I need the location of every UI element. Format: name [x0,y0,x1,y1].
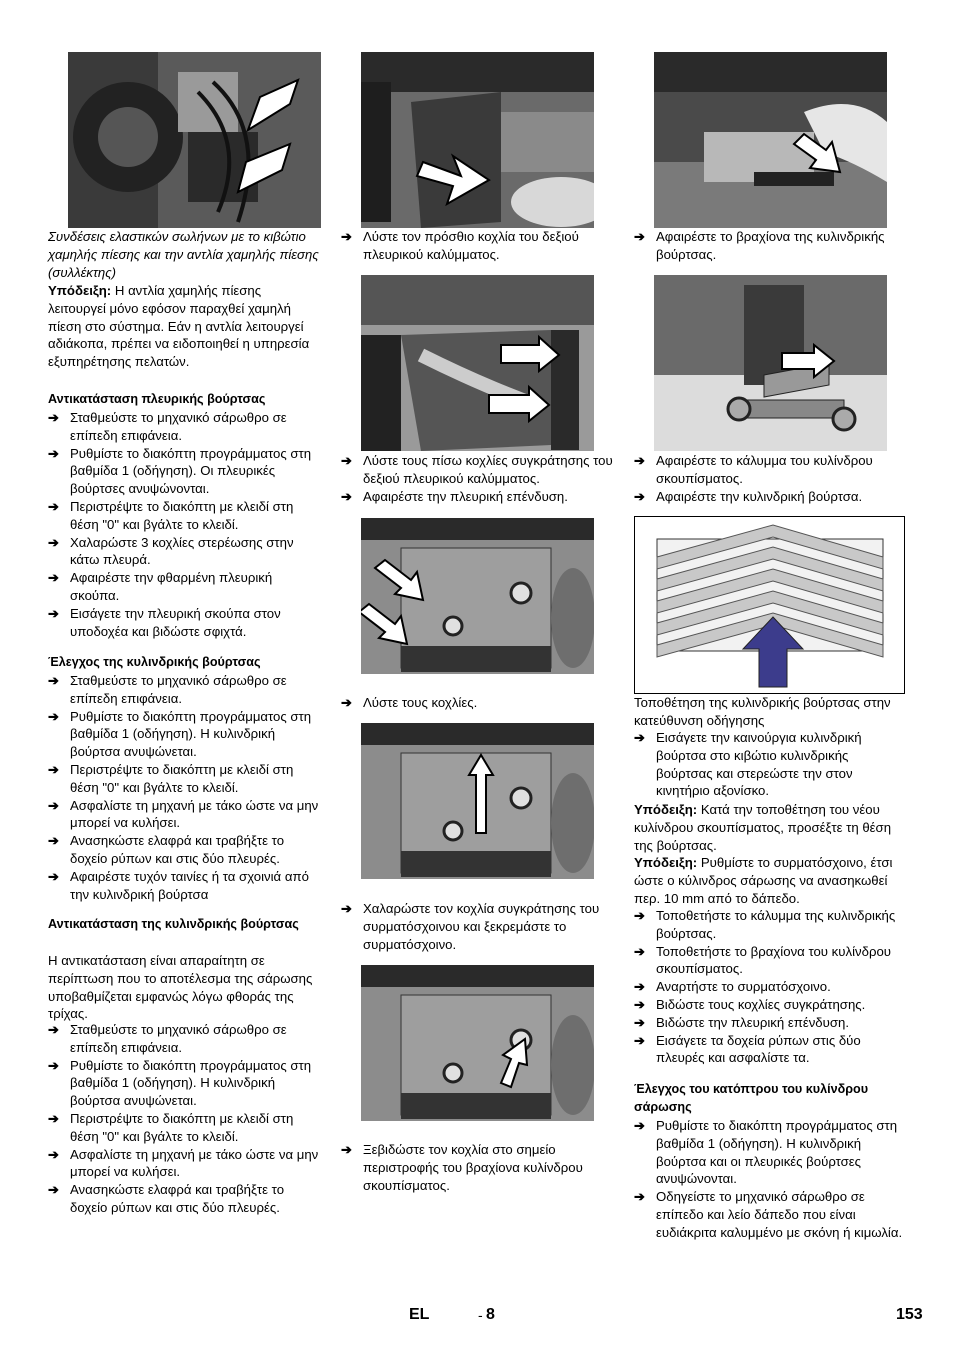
arrow-right-icon: ➔ [634,979,645,995]
figure-caption-hoses: Συνδέσεις ελαστικών σωλήνων με το κιβώτιο χαμηλής πίεσης και την αντλία χαμηλής πίεσης (συλλέκτης) [48,229,319,280]
step-insert-brush [634,729,906,800]
note-text: Ρυθμίστε το συρματόσχοινο, έτσι ώστε ο κύλινδρος σάρωσης να ανασηκωθεί περ. 10 mm από το δάπεδο. [634,855,893,906]
arrow-right-icon: ➔ [634,943,645,959]
step-item: ➔ Σταθμεύστε το μηχανικό σάρωθρο σε επίπεδη επιφάνεια. [48,410,287,443]
arrow-right-icon: ➔ [634,1118,645,1133]
diagram-caption: Τοποθέτηση της κυλινδρικής βούρτσας στην κατεύθυνση οδήγησης [634,695,891,728]
steps-roller-check [48,672,320,903]
photo-remove-arm [654,52,887,228]
arrow-right-icon: ➔ [341,1142,352,1157]
photo-front-screw [361,52,594,228]
step-item: ➔ Βιδώστε τους κοχλίες συγκράτησης. [634,996,866,1012]
note-text: Η αντλία χαμηλής πίεσης λειτουργεί μόνο εφόσον παραχθεί χαμηλή πίεση στο σύστημα. Εάν η αντλία λειτουργεί αδιάκοπα, πρέπει να ειδοποιηθεί η υπηρεσία εξυπηρέτησης πελατών. [48,283,310,370]
arrow-right-icon: ➔ [634,1189,645,1205]
step-item: ➔ Ρυθμίστε το διακόπτη προγράμματος στη βαθμίδα 1 (οδήγηση). Η κυλινδρική βούρτσα ανυψώνεται. [48,708,312,760]
steps-reassembly [634,907,906,1067]
arrow-right-icon: ➔ [48,673,59,688]
arrow-right-icon: ➔ [48,868,59,884]
step-item: ➔ Τοποθετήστε το κάλυμμα της κυλινδρικής βούρτσας. [634,908,896,941]
arrow-right-icon: ➔ [341,901,352,916]
arrow-right-icon: ➔ [634,1014,645,1030]
step-item: ➔ Περιστρέψτε το διακόπτη με κλειδί στη θέση "0" και βγάλτε το κλειδί. [48,1110,294,1144]
step-item: ➔ Αφαιρέστε την φθαρμένη πλευρική σκούπα. [48,570,273,603]
arrow-right-icon: ➔ [48,1110,59,1126]
photo-rear-screws [361,275,594,451]
step-item: ➔ Λύστε τον πρόσθιο κοχλία του δεξιού πλευρικού καλύμματος. [341,229,579,262]
arrow-right-icon: ➔ [341,453,352,468]
arrow-right-icon: ➔ [48,534,59,550]
step-item: ➔ Ανασηκώστε ελαφρά και τραβήξτε το δοχείο ρύπων και στις δύο πλευρές. [48,833,285,866]
footer-separator: - [478,1307,483,1323]
step-item: ➔ Τοποθετήστε το βραχίονα του κυλίνδρου σκουπίσματος. [634,943,891,977]
arrow-right-icon: ➔ [634,996,645,1012]
steps-side-brush [48,409,320,640]
step-item: ➔ Εισάγετε την καινούργια κυλινδρική βούρτσα στο κιβώτιο κυλινδρικής βούρτσας και στερεώστε την στον κινητήριο αξονίσκο. [634,730,862,799]
step-item: ➔ Βιδώστε την πλευρική επένδυση. [634,1014,850,1030]
step-item: ➔ Λύστε τους κοχλίες. [341,695,478,710]
steps-sweep-pattern [634,1117,906,1242]
step-item: ➔ Περιστρέψτε το διακόπτη με κλειδί στη θέση "0" και βγάλτε το κλειδί. [48,761,294,795]
arrow-right-icon: ➔ [48,708,59,724]
step-item: ➔ Αφαιρέστε τυχόν ταινίες ή τα σχοινιά από την κυλινδρική βούρτσα [48,868,309,902]
step-item: ➔ Οδηγείστε το μηχανικό σάρωθρο σε επίπεδο και λείο δάπεδο που είναι ευδιάκριτα καλυμμένο με σκόνη ή κιμωλία. [634,1189,903,1240]
photo-hose-connections [68,52,321,228]
arrow-right-icon: ➔ [48,761,59,777]
steps-roller-replacement [48,1021,320,1217]
step-item: ➔ Αφαιρέστε την κυλινδρική βούρτσα. [634,488,863,504]
note-label: Υπόδειξη: [48,283,112,298]
arrow-right-icon: ➔ [634,730,645,745]
arrow-right-icon: ➔ [48,445,59,461]
note-label: Υπόδειξη: [634,855,698,870]
arrow-right-icon: ➔ [341,695,352,710]
heading-roller-brush-check: Έλεγχος της κυλινδρικής βούρτσας [48,655,261,669]
step-item: ➔ Περιστρέψτε το διακόπτη με κλειδί στη θέση "0" και βγάλτε το κλειδί. [48,498,294,532]
photo-loosen-screws [361,518,594,674]
note-cable-adjust [634,854,906,907]
step-pivot-screw [341,1141,613,1194]
arrow-right-icon: ➔ [634,453,645,468]
arrow-right-icon: ➔ [48,410,59,425]
note-text: Κατά την τοποθέτηση του νέου κυλίνδρου σκουπίσματος, προσέξτε τη θέση της βούρτσας. [634,802,892,853]
step-item: ➔ Ρυθμίστε το διακόπτη προγράμματος στη βαθμίδα 1 (οδήγηση). Οι πλευρικές βούρτσες ανυψώνονται. [48,445,312,497]
steps-remove-cover [634,452,906,505]
step-item: ➔ Ασφαλίστε τη μηχανή με τάκο ώστε να μην μπορεί να κυλήσει. [48,797,319,831]
arrow-right-icon: ➔ [48,797,59,813]
note-brush-position [634,801,906,854]
photo-remove-cover [654,275,887,451]
step-item: ➔ Εισάγετε τα δοχεία ρύπων στις δύο πλευρές και ασφαλίστε τα. [634,1032,861,1066]
step-item: ➔ Σταθμεύστε το μηχανικό σάρωθρο σε επίπεδη επιφάνεια. [48,673,287,706]
arrow-right-icon: ➔ [48,605,59,621]
photo-pivot-screw [361,965,594,1121]
step-item: ➔ Αναρτήστε το συρματόσχοινο. [634,979,831,995]
step-item: ➔ Αφαιρέστε την πλευρική επένδυση. [341,488,568,504]
arrow-right-icon: ➔ [341,229,352,244]
footer-section-page: 8 [486,1306,495,1323]
arrow-right-icon: ➔ [341,488,352,504]
arrow-right-icon: ➔ [634,1032,645,1048]
arrow-right-icon: ➔ [48,1022,59,1037]
step-front-screw [341,228,613,264]
steps-rear-screws [341,452,613,505]
arrow-right-icon: ➔ [634,908,645,923]
step-cable [341,900,613,953]
step-item: ➔ Αφαιρέστε το βραχίονα της κυλινδρικής βούρτσας. [634,229,885,262]
step-item: ➔ Σταθμεύστε το μηχανικό σάρωθρο σε επίπεδη επιφάνεια. [48,1022,287,1055]
step-item: ➔ Ρυθμίστε το διακόπτη προγράμματος στη βαθμίδα 1 (οδήγηση). Η κυλινδρική βούρτσα ανυψώνεται. [48,1057,312,1109]
footer-language: EL [409,1306,430,1323]
note-low-pressure [48,282,320,371]
step-item: ➔ Εισάγετε την πλευρική σκούπα στον υποδοχέα και βιδώστε σφιχτά. [48,605,281,639]
step-item: ➔ Χαλαρώστε 3 κοχλίες στερέωσης στην κάτω πλευρά. [48,534,294,568]
heading-side-brush-replacement: Αντικατάσταση πλευρικής βούρτσας [48,392,266,406]
note-label: Υπόδειξη: [634,802,698,817]
arrow-right-icon: ➔ [48,570,59,586]
paragraph-replacement: Η αντικατάσταση είναι απαραίτητη σε περίπτωση που το αποτέλεσμα της σάρωσης υποβαθμίζεται εμφανώς λόγω φθοράς της τρίχας. [48,953,313,1022]
arrow-right-icon: ➔ [48,833,59,849]
arrow-right-icon: ➔ [634,229,645,244]
arrow-right-icon: ➔ [48,1146,59,1162]
arrow-right-icon: ➔ [48,1057,59,1073]
heading-roller-brush-replacement: Αντικατάσταση της κυλινδρικής βούρτσας [48,917,299,931]
step-item: ➔ Ανασηκώστε ελαφρά και τραβήξτε το δοχείο ρύπων και στις δύο πλευρές. [48,1182,285,1215]
arrow-right-icon: ➔ [48,498,59,514]
diagram-brush-orientation [634,516,905,694]
heading-sweep-pattern-check: Έλεγχος του κατόπτρου του κυλίνδρου σάρωσης [634,1082,869,1114]
step-item: ➔ Ξεβιδώστε τον κοχλία στο σημείο περιστροφής του βραχίονα κυλίνδρου σκουπίσματος. [341,1142,583,1193]
step-item: ➔ Αφαιρέστε το κάλυμμα του κυλίνδρου σκουπίσματος. [634,453,873,486]
arrow-right-icon: ➔ [48,1182,59,1198]
photo-cable [361,723,594,879]
step-loosen-screws [341,694,613,712]
step-item: ➔ Ασφαλίστε τη μηχανή με τάκο ώστε να μην μπορεί να κυλήσει. [48,1146,319,1180]
arrow-right-icon: ➔ [634,488,645,504]
step-remove-arm [634,228,906,264]
step-item: ➔ Ρυθμίστε το διακόπτη προγράμματος στη βαθμίδα 1 (οδήγηση). Η κυλινδρική βούρτσα και οι πλευρικές βούρτσες ανυψώνονται. [634,1118,898,1187]
footer-page-number: 153 [896,1306,923,1323]
step-item: ➔ Χαλαρώστε τον κοχλία συγκράτησης του συρματόσχοινου και ξεκρεμάστε το συρματόσχοινο. [341,901,600,952]
step-item: ➔ Λύστε τους πίσω κοχλίες συγκράτησης του δεξιού πλευρικού καλύμματος. [341,453,613,486]
